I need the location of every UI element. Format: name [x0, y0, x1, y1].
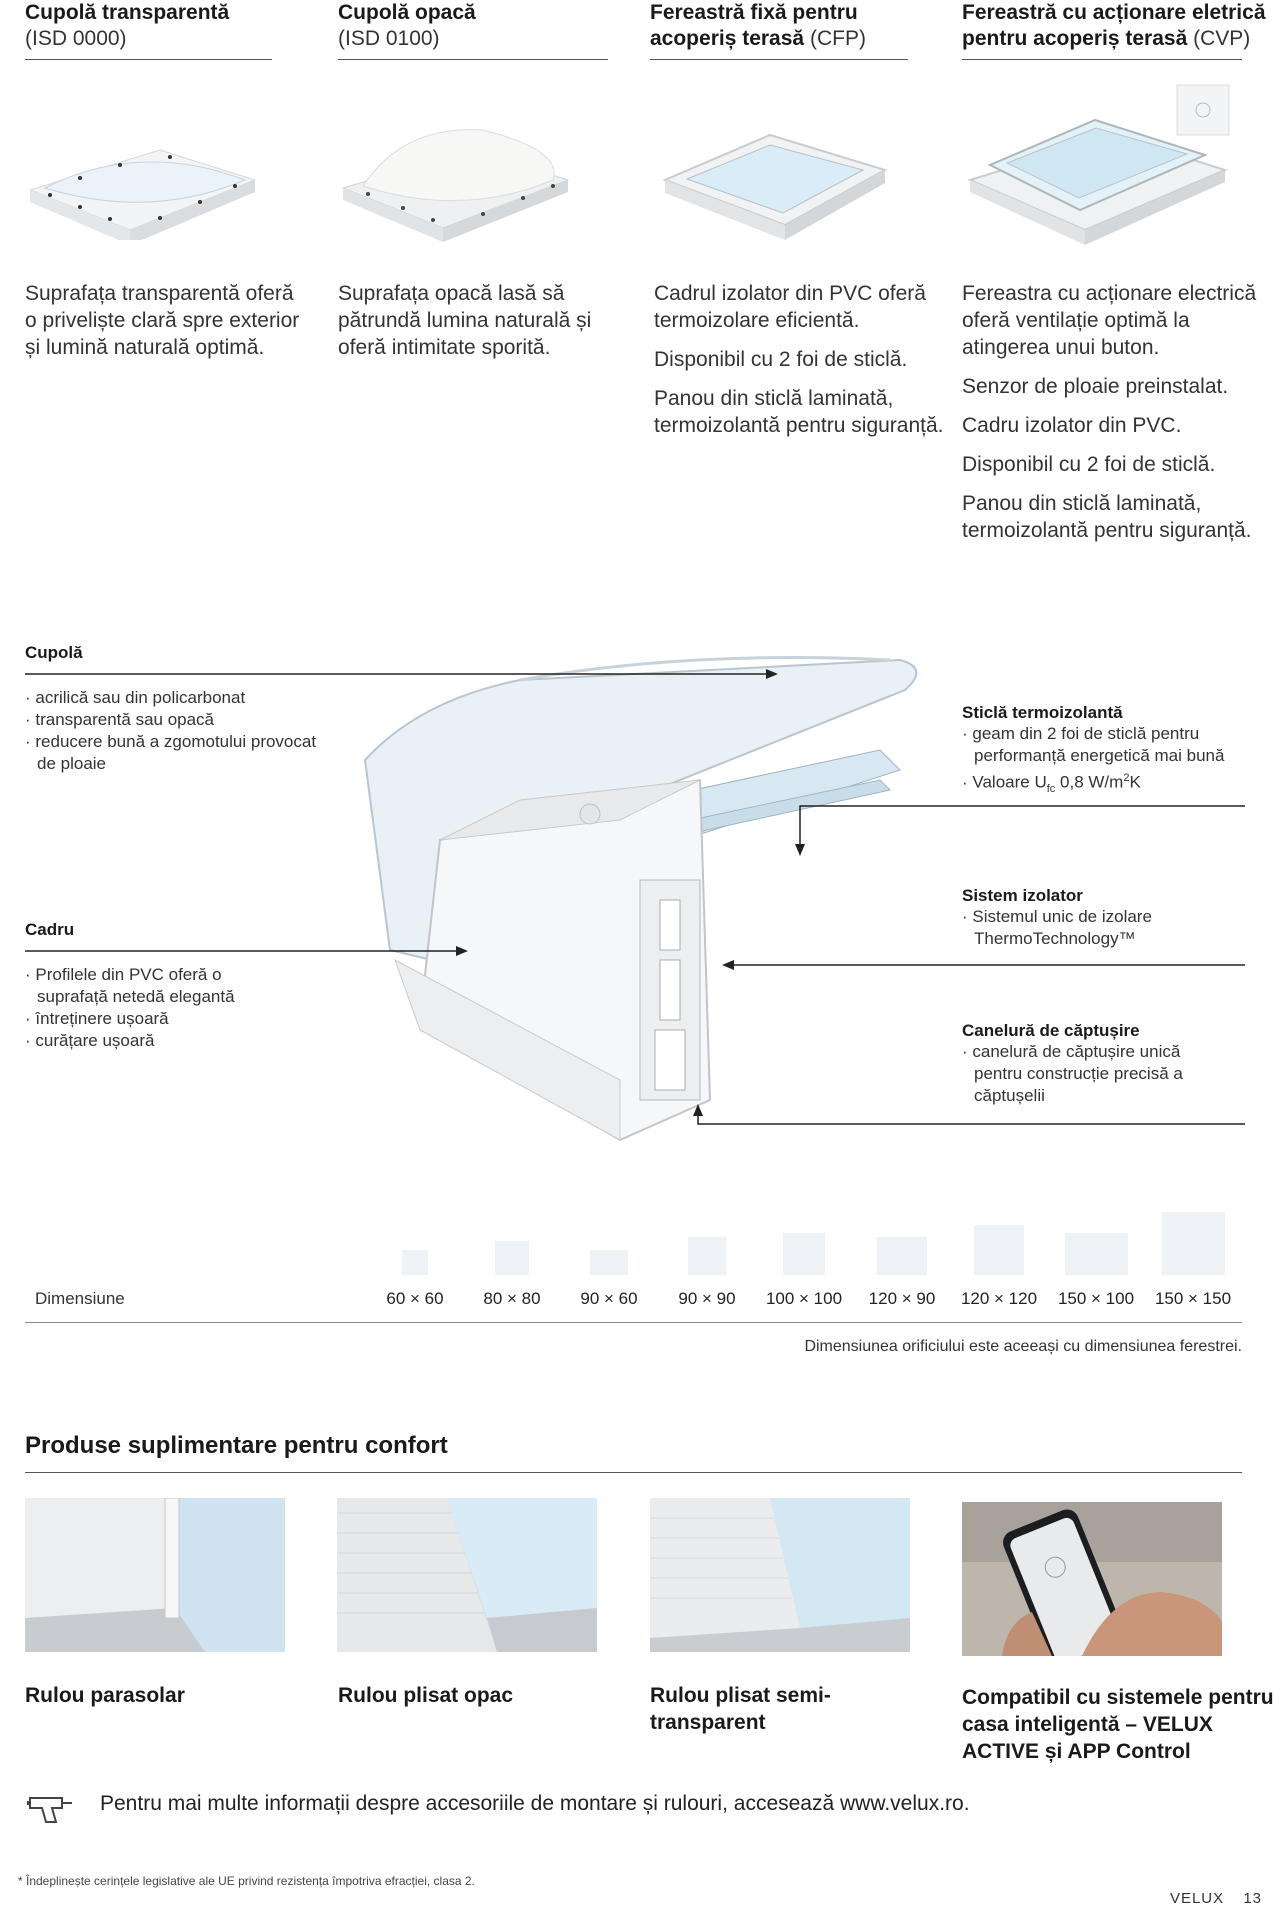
product-code: (CFP) — [809, 27, 866, 50]
product-code: (ISD 0100) — [338, 27, 440, 50]
list-item: · canelură de căptușire unică pentru construcție precisă a căptușelii — [962, 1041, 1232, 1107]
list-item: · geam din 2 foi de sticlă pentru performanță energetică mai bună — [962, 723, 1272, 767]
list-item: · reducere bună a zgomotului provocat de ploaie — [25, 731, 325, 775]
electric-window-image — [965, 80, 1245, 250]
accessory-title: Rulou parasolar — [25, 1684, 185, 1707]
accessory-title: Rulou plisat opac — [338, 1684, 514, 1707]
accessory-title: Rulou plisat semi-transparent — [650, 1684, 831, 1734]
size-box — [1065, 1233, 1128, 1275]
product-code: (CVP) — [1193, 27, 1251, 50]
brand-name: VELUX — [1169, 1890, 1225, 1907]
product-col-1 — [25, 0, 275, 52]
size-box — [1162, 1212, 1225, 1275]
blackout-pleated-image — [337, 1498, 597, 1652]
size-box — [877, 1237, 927, 1275]
opaque-dome-image — [333, 120, 573, 245]
desc-line: Suprafața opacă lasă să pătrundă lumina naturală și oferă intimitate sporită. — [338, 282, 592, 359]
size-box — [783, 1233, 825, 1275]
list-item: · Sistemul unic de izolare ThermoTechnology™ — [962, 906, 1262, 950]
label-list — [962, 723, 1272, 800]
product-title: Fereastră fixă pentru acoperiș terasă (CFP) — [650, 1, 866, 50]
clear-dome-image — [20, 120, 260, 240]
dimension-note: Dimensiunea orificiului este aceeași cu dimensiunea ferestrei. — [804, 1338, 1242, 1355]
size-label: 80 × 80 — [483, 1289, 541, 1308]
size-label: 120 × 120 — [960, 1289, 1038, 1308]
label-title: Sistem izolator — [962, 886, 1083, 905]
size-box — [688, 1237, 726, 1275]
size-label: 60 × 60 — [386, 1289, 444, 1308]
desc-line: Senzor de ploaie preinstalat. — [962, 375, 1229, 398]
divider — [25, 59, 272, 60]
product-col-2 — [338, 0, 608, 52]
size-label: 120 × 90 — [868, 1289, 936, 1308]
divider — [25, 1472, 1242, 1473]
desc-line: Cadrul izolator din PVC oferă termoizolare eficientă. — [654, 282, 926, 332]
size-box — [495, 1241, 529, 1275]
divider — [338, 59, 608, 60]
product-desc-1 — [25, 280, 310, 373]
page-number: 13 — [1243, 1890, 1262, 1907]
fixed-window-image — [655, 125, 895, 245]
label-list — [25, 687, 325, 775]
desc-line: Fereastra cu acționare electrică oferă ventilație optimă la atingerea unui buton. — [962, 282, 1257, 359]
list-item: · întreținere ușoară — [25, 1008, 295, 1030]
u-value-item: · Valoare $U_{fc}$ 0,8 $W/m^2K$ — [962, 767, 1272, 800]
label-sistem — [962, 886, 1262, 950]
sunscreen-blind-image — [25, 1498, 285, 1652]
product-desc-4 — [962, 280, 1280, 556]
accessories-heading: Produse suplimentare pentru confort — [25, 1432, 448, 1459]
product-desc-3 — [654, 280, 944, 451]
list-item: · curățare ușoară — [25, 1030, 295, 1052]
label-list — [962, 1041, 1232, 1107]
desc-line: Panou din sticlă laminată, termoizolantă pentru siguranță. — [962, 492, 1252, 542]
smart-home-phone-image — [962, 1502, 1222, 1656]
size-box — [402, 1250, 427, 1275]
size-label: 150 × 150 — [1154, 1289, 1232, 1308]
label-title: Cadru — [25, 920, 75, 939]
size-label: 90 × 90 — [678, 1289, 736, 1308]
desc-line: Cadru izolator din PVC. — [962, 414, 1182, 437]
desc-line: Suprafața transparentă oferă o priveliște clară spre exterior și lumină naturală optimă. — [25, 282, 300, 359]
label-list — [962, 906, 1262, 950]
product-title: Cupolă opacă — [338, 1, 476, 24]
size-label: 90 × 60 — [580, 1289, 638, 1308]
info-text: Pentru mai multe informații despre accesoriile de montare și rulouri, accesează www.velux.ro. — [100, 1792, 970, 1815]
size-label: 100 × 100 — [765, 1289, 843, 1308]
label-sticla — [962, 703, 1272, 800]
size-label: 150 × 100 — [1057, 1289, 1135, 1308]
divider — [25, 1322, 1242, 1323]
desc-line: Disponibil cu 2 foi de sticlă. — [962, 453, 1216, 476]
desc-line: Disponibil cu 2 foi de sticlă. — [654, 348, 908, 371]
list-item: · Profilele din PVC oferă o suprafață netedă elegantă — [25, 964, 295, 1008]
divider — [962, 59, 1242, 60]
product-col-4 — [962, 0, 1280, 52]
footer — [1170, 1890, 1262, 1907]
list-item: · acrilică sau din policarbonat — [25, 687, 325, 709]
label-title: Sticlă termoizolantă — [962, 703, 1123, 722]
divider — [650, 59, 908, 60]
list-item: · transparentă sau opacă — [25, 709, 325, 731]
size-box — [590, 1250, 628, 1275]
label-title: Canelură de căptușire — [962, 1021, 1140, 1040]
size-box — [974, 1225, 1024, 1275]
product-desc-2 — [338, 280, 628, 373]
product-title: Fereastră cu acționare eletrică pentru acoperiș terasă (CVP) — [962, 1, 1266, 50]
drill-icon — [26, 1792, 76, 1824]
label-title: Cupolă — [25, 643, 83, 662]
label-list — [25, 964, 295, 1052]
label-cadru — [25, 920, 295, 1052]
footnote: * Îndeplinește cerințele legislative ale UE privind rezistența împotriva efracției, clasa 2. — [18, 1874, 475, 1888]
label-cupola — [25, 643, 325, 775]
desc-line: Panou din sticlă laminată, termoizolantă pentru siguranță. — [654, 387, 944, 437]
label-canelura — [962, 1021, 1232, 1107]
product-title: Cupolă transparentă — [25, 1, 230, 24]
semi-transparent-pleated-image — [650, 1498, 910, 1652]
product-code: (ISD 0000) — [25, 27, 127, 50]
product-col-3 — [650, 0, 910, 52]
dimension-label: Dimensiune — [35, 1289, 125, 1308]
accessory-title: Compatibil cu sistemele pentru casa inteligentă – VELUX ACTIVE și APP Control — [962, 1686, 1274, 1763]
